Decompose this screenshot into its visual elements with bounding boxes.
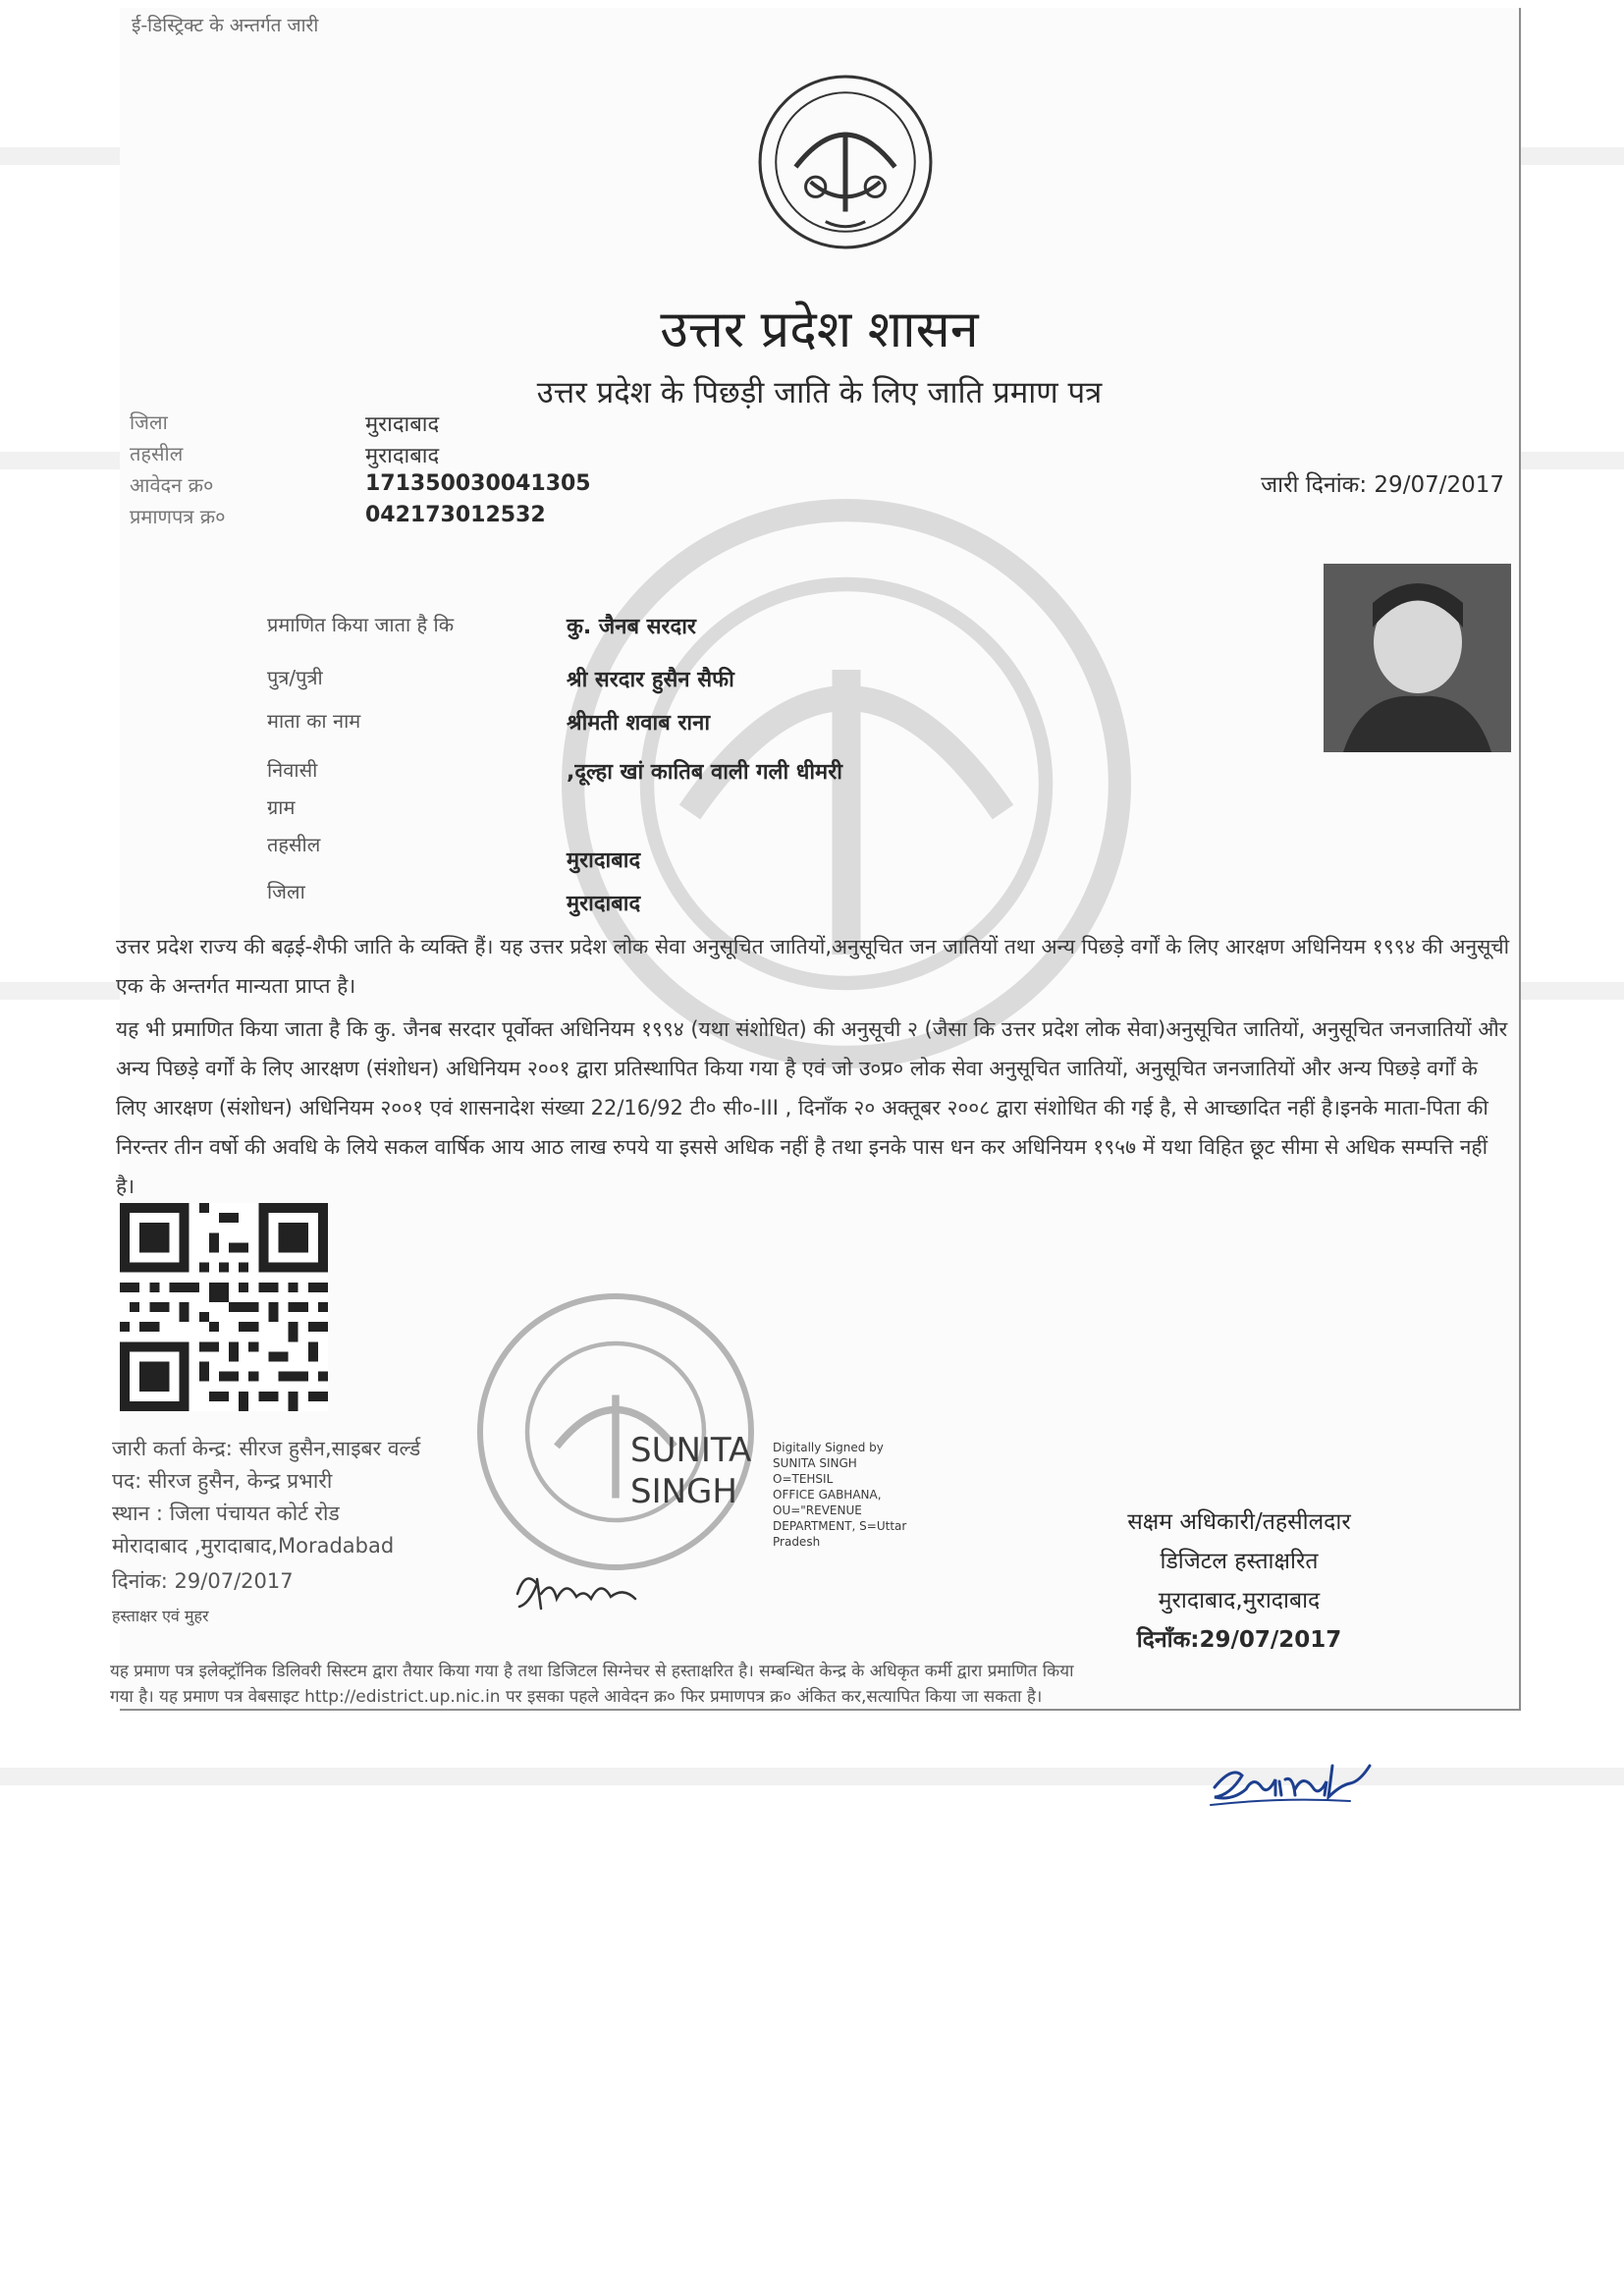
certificate-paragraph-2: यह भी प्रमाणित किया जाता है कि कु. जैनब सरदार पूर्वोक्त अधिनियम १९९४ (यथा संशोधित) की अनुसूची २ (जैसा कि उत्तर प्रदेश लोक सेवा)अनुसूचित जातियों, अनुसूचित जनजातियों और अन्य पिछड़े वर्गों के लिए आरक्षण (संशोधन) अधिनियम २००१ द्वारा प्रतिस्थापित किया गया है एवं जो उ०प्र० लोक सेवा अनुसूचित जातियों, अनुसूचित जनजातियों और अन्य पिछड़े वर्गों के लिए आरक्षण (संशोधन) अधिनियम २००१ एवं शासनादेश संख्या 22/16/92 टी० सी०-III , दिनाँक २० अक्तूबर २००८ द्वारा संशोधित की गई है, से आच्छादित नहीं है।इनके माता-पिता की निरन्तर तीन वर्षो की अवधि के लिये सकल वार्षिक आय आठ लाख रुपये या इससे अधिक नहीं है तथा इनके पास धन कर अधिनियम १९५७ में यथा विहित छूट सीमा से अधिक सम्पत्ति नहीं है। — [116, 1017, 1508, 1198]
officer-date: दिनाँक:29/07/2017 — [1136, 1627, 1342, 1653]
field-value-name: कु. जैनब सरदार — [567, 615, 696, 639]
dsig-line: Digitally Signed by — [773, 1441, 884, 1454]
officer-block — [1062, 1504, 1416, 1654]
district-value: मुरादाबाद — [365, 412, 440, 437]
signer-name-line1: SUNITA — [630, 1431, 752, 1470]
footer-note-line1: यह प्रमाण पत्र इलेक्ट्रॉनिक डिलिवरी सिस्टम द्वारा तैयार किया गया है तथा डिजिटल सिग्नेचर से हस्ताक्षरित है। सम्बन्धित केन्द्र के अधिकृत कर्मी द्वारा प्रमाणित किया — [110, 1662, 1074, 1681]
field-value-tehsil: मुरादाबाद — [567, 848, 641, 873]
dsig-line: SUNITA SINGH O=TEHSIL — [773, 1456, 857, 1486]
tehsil-value: मुरादाबाद — [365, 444, 440, 468]
issuer-signature-label: हस्ताक्षर एवं मुहर — [112, 1607, 209, 1625]
issue-date-value: 29/07/2017 — [1374, 472, 1504, 498]
up-emblem-icon — [756, 73, 935, 251]
field-value-father: श्री सरदार हुसैन सैफी — [567, 668, 734, 692]
issue-date — [1261, 467, 1504, 499]
issuer-signature — [508, 1550, 665, 1618]
certificate-document — [110, 8, 1521, 1711]
dsig-line: OU="REVENUE — [773, 1503, 862, 1517]
district-label: जिला — [130, 410, 168, 434]
field-label-mother: माता का नाम — [267, 709, 361, 733]
page-title: उत्तर प्रदेश शासन — [660, 301, 979, 359]
field-label-certified: प्रमाणित किया जाता है कि — [267, 613, 455, 636]
tehsil-label: तहसील — [130, 442, 184, 465]
certificate-number: 042173012532 — [365, 503, 546, 527]
bottom-signature — [1203, 1736, 1389, 1815]
qr-code-icon — [120, 1196, 328, 1418]
field-value-address: ,दूल्हा खां कातिब वाली गली धीमरी — [567, 760, 842, 785]
issue-date-label: जारी दिनांक: — [1261, 472, 1368, 498]
field-label-village: ग्राम — [267, 795, 296, 819]
field-label-parent: पुत्र/पुत्री — [267, 666, 323, 689]
field-value-mother: श्रीमती शवाब राना — [567, 711, 711, 736]
digital-signature-name — [630, 1430, 751, 1512]
digital-signature-details — [773, 1440, 920, 1550]
dsig-line: OFFICE GABHANA, — [773, 1488, 882, 1502]
certificate-label: प्रमाणपत्र क्र० — [130, 505, 226, 528]
dsig-line: Pradesh — [773, 1535, 821, 1549]
applicant-photo — [1324, 564, 1511, 752]
officer-title: सक्षम अधिकारी/तहसीलदार — [1127, 1509, 1351, 1535]
application-label: आवेदन क्र० — [130, 473, 214, 497]
officer-location: मुरादाबाद,मुरादाबाद — [1158, 1588, 1321, 1613]
field-label-resident: निवासी — [267, 758, 318, 782]
signer-name-line2: SINGH — [630, 1472, 737, 1511]
field-label-tehsil: तहसील — [267, 833, 321, 856]
issuer-date: दिनांक: 29/07/2017 — [112, 1569, 294, 1593]
issuer-designation: पद: सीरज हुसैन, केन्द्र प्रभारी — [112, 1469, 333, 1493]
dsig-line: DEPARTMENT, S=Uttar — [773, 1519, 907, 1533]
issuer-center: जारी कर्ता केन्द्र: सीरज हुसैन,साइबर वर्ल्ड — [112, 1437, 421, 1460]
top-note: ई-डिस्ट्रिक्ट के अन्तर्गत जारी — [132, 15, 319, 36]
certificate-paragraph-1: उत्तर प्रदेश राज्य की बढ़ई-शैफी जाति के व्यक्ति हैं। यह उत्तर प्रदेश लोक सेवा अनुसूचित जातियों,अनुसूचित जन जातियों तथा अन्य पिछड़े वर्गों के लिए आरक्षण अधिनियम १९९४ की अनुसूची एक के अन्तर्गत मान्यता प्राप्त है। — [116, 935, 1510, 998]
officer-digital: डिजिटल हस्ताक्षरित — [1160, 1549, 1319, 1574]
field-value-district: मुरादाबाद — [567, 892, 641, 916]
issuer-place: स्थान : जिला पंचायत कोर्ट रोड — [112, 1502, 340, 1525]
footer-note-line2: गया है। यह प्रमाण पत्र वेबसाइट http://edistrict.up.nic.in पर इसका पहले आवेदन क्र० फिर प्रमाणपत्र क्र० अंकित कर,सत्यापित किया जा सकता है। — [110, 1687, 1043, 1707]
issuer-location: मोरादाबाद ,मुरादाबाद,Moradabad — [112, 1534, 395, 1558]
application-number: 171350030041305 — [365, 471, 591, 496]
field-label-district: जिला — [267, 880, 305, 903]
certificate-subtitle: उत्तर प्रदेश के पिछड़ी जाति के लिए जाति प्रमाण पत्र — [536, 375, 1103, 410]
